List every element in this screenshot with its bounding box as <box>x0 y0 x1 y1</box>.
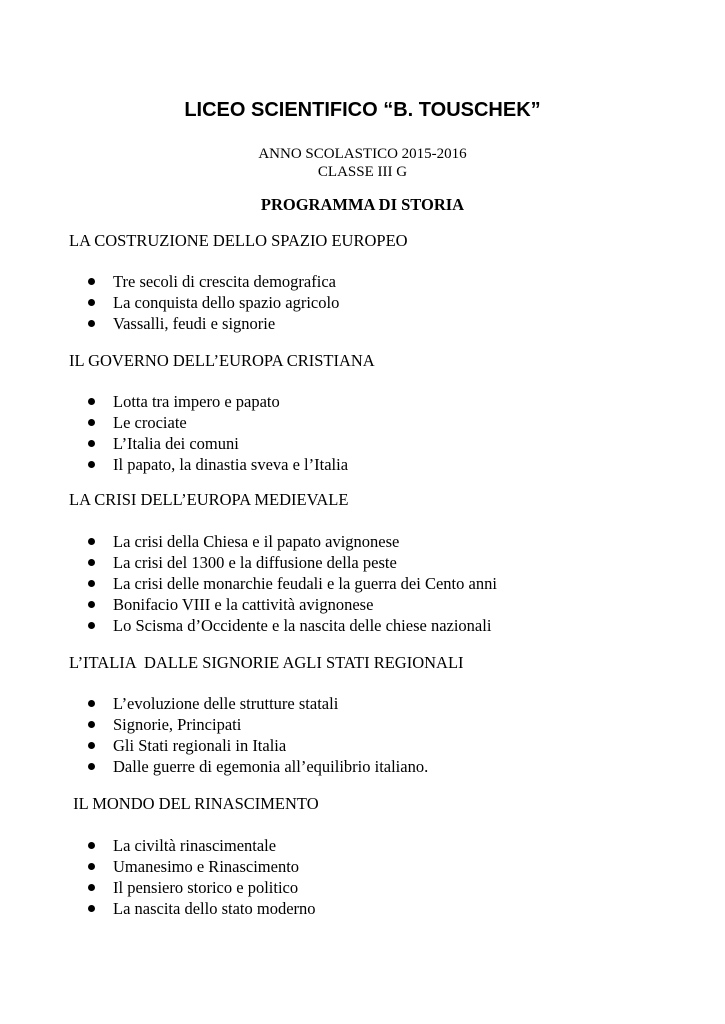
bullet-icon <box>88 721 95 728</box>
section-heading: IL MONDO DEL RINASCIMENTO <box>69 794 319 813</box>
bullet-icon <box>88 320 95 327</box>
bullet-icon <box>88 398 95 405</box>
list-item-text: Lotta tra impero e papato <box>113 392 280 411</box>
list-item-text: La crisi della Chiesa e il papato avignonese <box>113 532 400 551</box>
bullet-icon <box>88 884 95 891</box>
list-item-text: Gli Stati regionali in Italia <box>113 736 287 755</box>
class-name: CLASSE III G <box>317 164 408 180</box>
list-item <box>87 856 316 877</box>
bullet-icon <box>88 622 95 629</box>
bullet-icon <box>88 278 95 285</box>
bullet-icon <box>88 700 95 707</box>
section-heading: L’ITALIA DALLE SIGNORIE AGLI STATI REGIONALI <box>69 653 464 672</box>
list-item-text: L’Italia dei comuni <box>113 434 239 453</box>
list-item-text: Bonifacio VIII e la cattività avignonese <box>113 595 374 614</box>
list-item <box>87 391 348 412</box>
list-item-text: Le crociate <box>113 413 187 432</box>
list-item-text: Tre secoli di crescita demografica <box>113 272 336 291</box>
bullet-icon <box>88 461 95 468</box>
bullet-icon <box>88 559 95 566</box>
section-heading: IL GOVERNO DELL’EUROPA CRISTIANA <box>69 351 375 370</box>
bullet-icon <box>88 763 95 770</box>
list-item <box>87 433 348 454</box>
list-item <box>87 271 339 292</box>
bullet-icon <box>88 419 95 426</box>
list-item <box>87 552 497 573</box>
bullet-icon <box>88 842 95 849</box>
list-item-text: Il papato, la dinastia sveva e l’Italia <box>113 455 349 474</box>
list-item <box>87 898 316 919</box>
list-item-text: La crisi del 1300 e la diffusione della peste <box>113 553 397 572</box>
bullet-list <box>87 835 316 919</box>
bullet-icon <box>88 538 95 545</box>
list-item-text: La nascita dello stato moderno <box>113 899 316 918</box>
bullet-icon <box>88 905 95 912</box>
list-item-text: Vassalli, feudi e signorie <box>113 314 276 333</box>
list-item-text: Dalle guerre di egemonia all’equilibrio italiano. <box>113 757 429 776</box>
list-item <box>87 573 497 594</box>
list-item <box>87 313 339 334</box>
bullet-list <box>87 271 339 334</box>
bullet-icon <box>88 580 95 587</box>
list-item <box>87 594 497 615</box>
bullet-icon <box>88 601 95 608</box>
school-year: ANNO SCOLASTICO 2015-2016 <box>258 146 467 162</box>
school-title: LICEO SCIENTIFICO “B. TOUSCHEK” <box>184 99 541 121</box>
list-item <box>87 693 428 714</box>
section-heading: LA COSTRUZIONE DELLO SPAZIO EUROPEO <box>69 231 408 250</box>
list-item <box>87 835 316 856</box>
program-title: PROGRAMMA DI STORIA <box>260 195 465 214</box>
bullet-icon <box>88 299 95 306</box>
bullet-icon <box>88 440 95 447</box>
list-item <box>87 292 339 313</box>
bullet-list <box>87 531 497 636</box>
list-item <box>87 615 497 636</box>
bullet-icon <box>88 863 95 870</box>
list-item-text: La conquista dello spazio agricolo <box>113 293 340 312</box>
bullet-list <box>87 693 428 777</box>
list-item-text: La civiltà rinascimentale <box>113 836 277 855</box>
list-item <box>87 714 428 735</box>
list-item <box>87 531 497 552</box>
bullet-list <box>87 391 348 475</box>
list-item-text: Il pensiero storico e politico <box>113 878 299 897</box>
list-item <box>87 412 348 433</box>
list-item <box>87 877 316 898</box>
bullet-icon <box>88 742 95 749</box>
list-item <box>87 454 348 475</box>
list-item-text: Signorie, Principati <box>113 715 242 734</box>
list-item <box>87 756 428 777</box>
list-item <box>87 735 428 756</box>
section-heading: LA CRISI DELL’EUROPA MEDIEVALE <box>69 490 349 509</box>
list-item-text: La crisi delle monarchie feudali e la guerra dei Cento anni <box>113 574 497 593</box>
list-item-text: Lo Scisma d’Occidente e la nascita delle chiese nazionali <box>113 616 492 635</box>
list-item-text: Umanesimo e Rinascimento <box>113 857 300 876</box>
list-item-text: L’evoluzione delle strutture statali <box>113 694 339 713</box>
